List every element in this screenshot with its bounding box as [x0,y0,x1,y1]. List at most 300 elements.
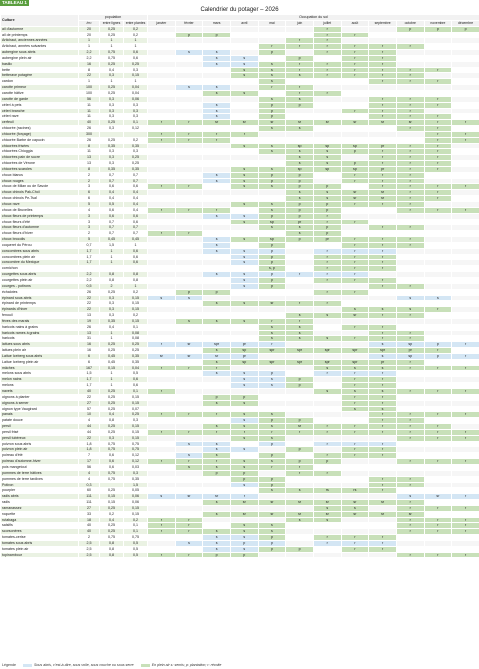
month-cell: s [203,237,231,243]
month-cell: p [341,161,369,167]
month-cell: p [258,540,286,546]
month-cell: s [175,453,203,459]
month-cell: r [148,552,176,558]
month-cell: r [424,348,452,354]
month-cell: sr [230,120,258,126]
month-cell: p [258,102,286,108]
month-cell: s [230,318,258,324]
sheet-tab-label[interactable]: TABLEAU 1 [2,0,27,5]
month-cell: r [369,330,397,336]
month-cell: p [258,283,286,289]
population-per-m2: 100 [79,90,100,96]
row-spacing: 0,3 [100,161,124,167]
month-cell: s [175,464,203,470]
month-cell: sr [313,120,341,126]
month-cell: r [369,55,397,61]
plant-spacing: 0,2 [124,517,148,523]
month-cell: r [424,207,452,213]
month-cell: sr [341,500,369,506]
month-cell: r [396,482,424,488]
month-cell: r [396,283,424,289]
row-spacing: 0,25 [100,348,124,354]
month-cell: sp [341,143,369,149]
month-cell: r [341,32,369,38]
plant-spacing: 0,15 [124,505,148,511]
crop-name: tomates sous abris [1,540,79,546]
plant-spacing: 0,4 [124,207,148,213]
month-cell: spr [313,348,341,354]
month-cell: r [341,424,369,430]
crop-name: oignon type Vaugirard [1,406,79,412]
month-cell: s [175,85,203,91]
row-spacing: 0,4 [100,412,124,418]
month-cell: r [341,202,369,208]
month-cell: r [148,131,176,137]
month-cell: s [230,277,258,283]
month-cell: r [369,336,397,342]
month-cell: r [369,377,397,383]
population-per-m2: 8 [79,67,100,73]
crop-name: haricots nains à grains [1,324,79,330]
month-cell: r [369,44,397,50]
month-cell: r [424,412,452,418]
month-cell: p [286,172,314,178]
month-cell: r [396,143,424,149]
garden-calendar-table [0,14,479,558]
month-cell: r [341,377,369,383]
month-cell: r [341,61,369,67]
month-cell: s [230,535,258,541]
month-cell: rs [341,488,369,494]
population-per-m2: 6 [79,190,100,196]
crop-name: choux fleurs de printemps [1,213,79,219]
population-per-m2: 2 [79,535,100,541]
month-cell: r [203,429,231,435]
month-cell: r [148,120,176,126]
month-cell: p [286,546,314,552]
crop-name: persil [1,424,79,430]
plant-spacing: 0,1 [124,389,148,395]
month-cell: r [369,424,397,430]
month-cell: r [396,389,424,395]
month-cell: r [203,459,231,465]
month-cell: s [286,488,314,494]
plant-spacing: 1 [124,79,148,85]
month-cell: sr [369,120,397,126]
plant-spacing: 0,35 [124,166,148,172]
month-cell: sr [369,196,397,202]
row-spacing: 0,25 [100,429,124,435]
month-cell: spr [369,348,397,354]
month-cell: r [313,61,341,67]
month-cell: r [313,371,341,377]
crop-name: céleri à pets [1,102,79,108]
month-cell: r [175,184,203,190]
plant-spacing: 0,2 [124,289,148,295]
month-cell: s [230,166,258,172]
month-cell: sr [396,120,424,126]
month-cell: r [313,38,341,44]
month-cell: sp [313,143,341,149]
crop-name: choux brocolis [1,237,79,243]
month-cell: p [258,114,286,120]
month-cell: s [230,371,258,377]
month-cell: s [313,365,341,371]
month-cell: r [424,143,452,149]
month-cell: r [148,459,176,465]
month-cell: r [341,535,369,541]
plant-spacing: 0,3 [124,114,148,120]
month-cell: s [286,96,314,102]
month-cell: r [396,505,424,511]
month-cell: sr [203,120,231,126]
month-cell: pr [230,353,258,359]
month-cell: sr [258,301,286,307]
month-cell: sr [424,494,452,500]
month-cell: s [148,494,176,500]
month-cell: r [396,313,424,319]
month-cell: sr [203,494,231,500]
month-cell: r [369,453,397,459]
month-cell: p [258,172,286,178]
month-cell: r [341,266,369,272]
row-spacing: 1 [100,260,124,266]
plant-spacing: 0,06 [124,500,148,506]
month-cell: r [148,342,176,348]
month-cell: p [258,482,286,488]
month-cell: r [203,137,231,143]
month-cell [313,552,341,558]
row-spacing: 0,25 [100,488,124,494]
month-cell: r [369,108,397,114]
month-cell: p [258,260,286,266]
population-per-m2: 1,7 [79,260,100,266]
row-spacing: 0,25 [100,120,124,126]
month-cell: r [313,219,341,225]
month-cell: r [341,400,369,406]
month-cell: r [424,155,452,161]
month-cell: p [286,207,314,213]
month-cell: r [369,50,397,56]
month-cell: s [369,406,397,412]
population-per-m2: 56 [79,96,100,102]
population-per-m2: 22 [79,73,100,79]
crop-name: choux blancs [1,172,79,178]
month-cell: r [396,365,424,371]
crop-name: chicorée (racines) [1,126,79,132]
month-cell: spr [258,359,286,365]
crop-name: laitues plein air [1,348,79,354]
month-cell: s [203,441,231,447]
month-cell: p [286,383,314,389]
month-cell: spr [286,348,314,354]
population-per-m2: 17 [79,459,100,465]
population-per-m2: 60 [79,488,100,494]
month-cell: r [396,359,424,365]
month-cell: p [258,277,286,283]
crop-name: courgettes plein air [1,277,79,283]
month-cell: r [424,184,452,190]
crop-name: aubergine plein air [1,55,79,61]
row-spacing: 0,4 [100,517,124,523]
crop-name: persil frisé [1,429,79,435]
plant-spacing: 0,15 [124,73,148,79]
header-month: juillet [313,20,341,26]
month-cell: r [341,67,369,73]
row-spacing: 0,25 [100,26,124,32]
month-cell: r [452,131,479,137]
row-spacing: 0,25 [100,424,124,430]
month-cell: s [258,324,286,330]
month-cell: r [286,38,314,44]
month-cell: s [203,535,231,541]
month-cell: r [341,336,369,342]
month-cell: p [175,289,203,295]
month-cell: r [286,470,314,476]
month-cell: r [452,529,479,535]
month-cell: s [230,61,258,67]
legend-label: Légende [2,663,16,667]
month-cell: spr [258,348,286,354]
plant-spacing: 0,15 [124,400,148,406]
month-cell: r [452,342,479,348]
crop-name: aubergine sous abris [1,50,79,56]
month-cell: s [203,511,231,517]
month-cell: r [286,85,314,91]
month-cell: r [313,277,341,283]
month-cell: s [230,435,258,441]
month-cell: s [369,353,397,359]
population-per-m2: 1,7 [79,248,100,254]
row-spacing: 0,4 [100,67,124,73]
population-per-m2: 44 [79,429,100,435]
crop-name: ail de printemps [1,32,79,38]
population-per-m2: 111 [79,494,100,500]
plant-spacing: 0,06 [124,96,148,102]
month-cell: pr [369,143,397,149]
population-per-m2: 111 [79,500,100,506]
month-cell: sp [313,166,341,172]
row-spacing: 0,8 [100,552,124,558]
month-cell: r [396,336,424,342]
month-cell: s [148,295,176,301]
population-per-m2: 8 [79,166,100,172]
population-per-m2: 1,7 [79,383,100,389]
plant-spacing: 0,8 [124,277,148,283]
month-cell: r [369,102,397,108]
month-cell: s [230,529,258,535]
month-cell: r [313,453,341,459]
crop-name: oignons à planter [1,394,79,400]
row-spacing: 0,25 [100,289,124,295]
month-cell: s [230,301,258,307]
month-cell: s [258,96,286,102]
table-body [1,26,479,558]
month-cell: r [396,237,424,243]
month-cell: s [203,424,231,430]
population-per-m2: 13 [79,161,100,167]
month-cell: s [230,260,258,266]
crop-name: concombre du Mexique [1,260,79,266]
month-cell: p [258,213,286,219]
row-spacing: 0,25 [100,523,124,529]
month-cell: r [452,517,479,523]
row-spacing: 0,5 [100,202,124,208]
month-cell: r [341,447,369,453]
month-cell: r [341,55,369,61]
population-per-m2: 2 [79,172,100,178]
population-per-m2: 10 [79,412,100,418]
month-cell: r [175,529,203,535]
row-spacing: 0,3 [100,108,124,114]
month-cell: s [230,482,258,488]
plant-spacing: 0,8 [124,272,148,278]
month-cell: r [148,529,176,535]
crop-name: Artichaut, anciennes années [1,38,79,44]
population-per-m2: 1,5 [79,371,100,377]
population-per-m2: 1,7 [79,254,100,260]
row-spacing: 0,7 [100,178,124,184]
row-spacing: 0,8 [100,272,124,278]
month-cell: r [175,137,203,143]
month-cell: sr [286,120,314,126]
month-cell [286,552,314,558]
row-spacing: 0,25 [100,32,124,38]
month-cell: p [230,476,258,482]
crop-name: poireau d'été [1,453,79,459]
crop-name: cardon [1,79,79,85]
month-cell: p [258,248,286,254]
month-cell: r [203,131,231,137]
month-cell: r [286,429,314,435]
month-cell: r [396,96,424,102]
month-cell: r [424,161,452,167]
month-cell: r [341,277,369,283]
plant-spacing: 0,5 [124,371,148,377]
month-cell: r [175,412,203,418]
crop-name: Artichaut, années suivantes [1,44,79,50]
month-cell: r [341,260,369,266]
crop-name: choux fleurs d'été [1,219,79,225]
month-cell: r [313,441,341,447]
month-cell: r [258,464,286,470]
plant-spacing: 0,06 [124,494,148,500]
crop-name: melons sous abris [1,371,79,377]
plant-spacing: 0,3 [124,108,148,114]
month-cell: r [258,85,286,91]
month-cell: p [258,535,286,541]
month-cell: r [396,79,424,85]
population-per-m2: 22 [79,394,100,400]
population-per-m2: 4 [79,470,100,476]
month-cell: r [369,400,397,406]
plant-spacing: 0,1 [124,120,148,126]
population-per-m2: 13 [79,330,100,336]
month-cell: r [396,73,424,79]
month-cell: r [313,44,341,50]
month-cell: p [203,552,231,558]
month-cell: s [203,242,231,248]
month-cell: r [369,394,397,400]
plant-spacing: 0,15 [124,307,148,313]
month-cell: p [286,178,314,184]
legend-open-air-text: En plein air [151,663,170,667]
month-cell: r [286,464,314,470]
crop-name: épinard sous abris [1,295,79,301]
population-per-m2: 7 [79,453,100,459]
month-cell: r [452,365,479,371]
month-cell: r [313,429,341,435]
row-spacing: 0,6 [100,464,124,470]
crop-name: scorsonères [1,529,79,535]
month-cell: r [369,79,397,85]
month-cell: r [148,365,176,371]
plant-spacing: 0,07 [124,406,148,412]
crop-name: chicorée Barbe de capucin [1,137,79,143]
crop-name: roquette [1,511,79,517]
month-cell: s [258,435,286,441]
plant-spacing: 0,6 [124,383,148,389]
population-per-m2: 1 [79,38,100,44]
month-cell: r [369,283,397,289]
population-per-m2: 1 [79,79,100,85]
month-cell: r [341,248,369,254]
plant-spacing: 0,12 [124,453,148,459]
plant-spacing: 0,1 [124,324,148,330]
month-cell: s [230,248,258,254]
plant-spacing: 0,6 [124,50,148,56]
row-spacing: 0,3 [100,155,124,161]
month-cell: r [313,73,341,79]
month-cell: s [258,529,286,535]
month-cell: r [424,307,452,313]
month-cell: r [369,482,397,488]
month-cell: s [203,301,231,307]
month-cell: r [369,237,397,243]
population-per-m2: 40 [79,529,100,535]
month-cell: s [258,61,286,67]
month-cell: s [258,336,286,342]
month-cell: s [286,330,314,336]
plant-spacing: 0,7 [124,225,148,231]
plant-spacing: 0,25 [124,342,148,348]
population-per-m2: 2,2 [79,277,100,283]
month-cell: s [203,50,231,56]
month-cell: s [230,178,258,184]
month-cell: r [313,50,341,56]
header-month: décembre [452,20,479,26]
month-cell: r [258,44,286,50]
month-cell: sp [258,237,286,243]
month-cell: r [341,50,369,56]
crop-name: panais [1,412,79,418]
plant-spacing: 0,5 [124,540,148,546]
month-cell: p [258,108,286,114]
month-cell: sp [396,353,424,359]
month-cell: r [396,166,424,172]
month-cell: r [369,172,397,178]
month-cell: r [148,412,176,418]
plant-spacing: 0,35 [124,476,148,482]
month-cell: s [203,85,231,91]
month-cell: r [313,289,341,295]
month-cell: pr [313,237,341,243]
plant-spacing: 0,3 [124,67,148,73]
month-cell: r [396,429,424,435]
month-cell: s [203,90,231,96]
month-cell: sr [175,494,203,500]
plant-spacing: 0,25 [124,348,148,354]
